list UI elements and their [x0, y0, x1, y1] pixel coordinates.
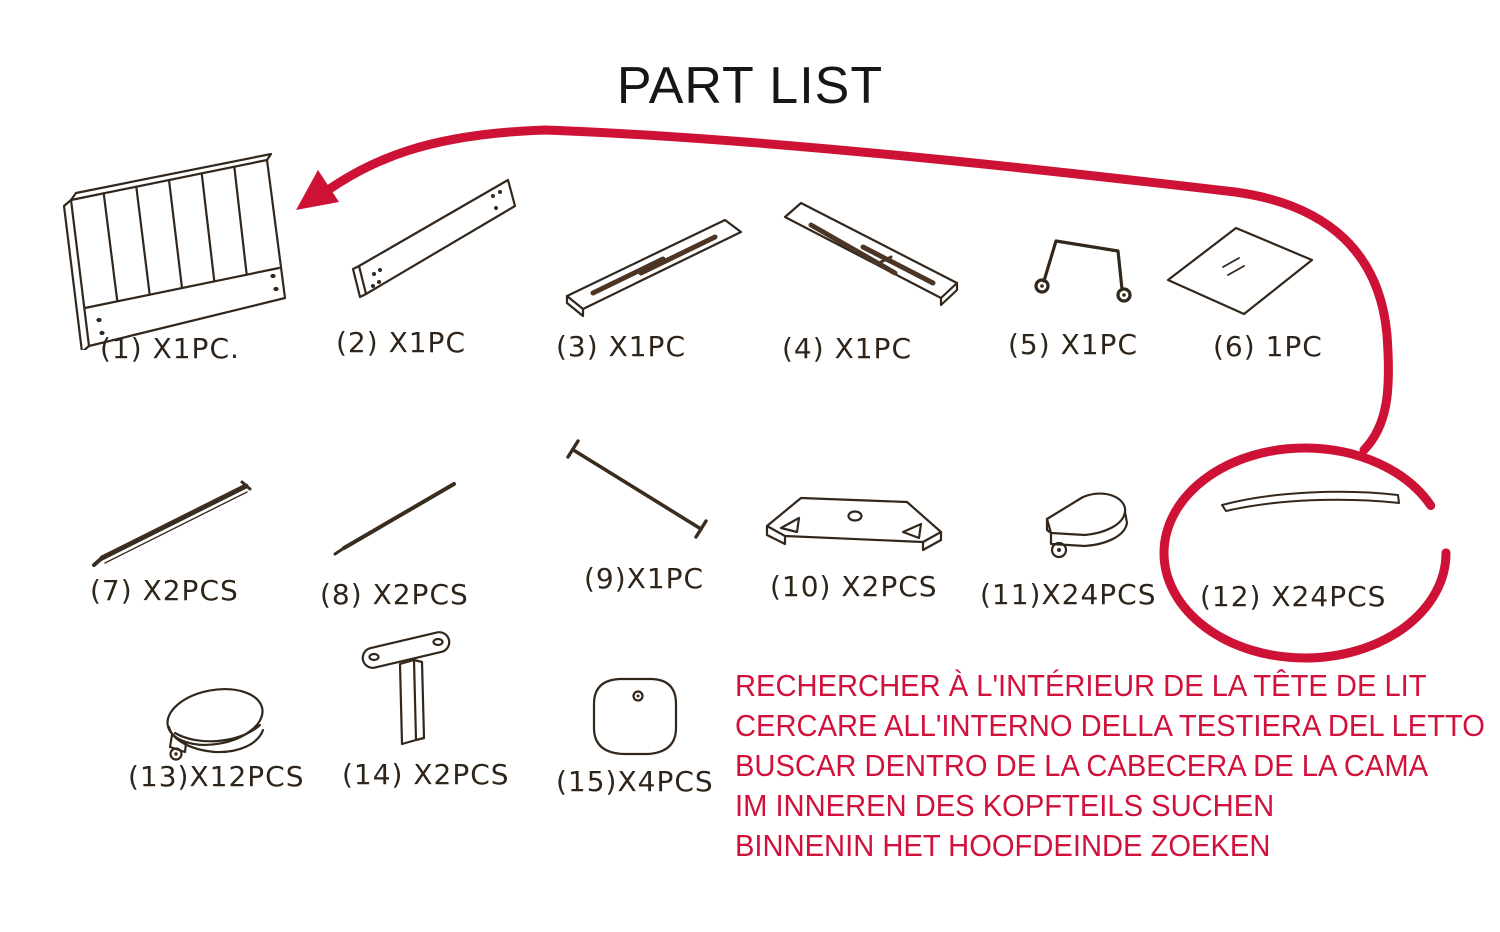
- part-5-label: (5) X1PC: [1008, 328, 1138, 361]
- part-12-slat-illustration: [1215, 478, 1405, 520]
- part-5: [1008, 225, 1150, 361]
- part-11-label: (11)X24PCS: [980, 578, 1157, 611]
- part-10-label: (10) X2PCS: [770, 570, 938, 603]
- part-8-label: (8) X2PCS: [320, 578, 469, 611]
- note-line-fr: RECHERCHER À L'INTÉRIEUR DE LA TÊTE DE LIT: [735, 668, 1427, 703]
- part-4: [775, 195, 965, 365]
- part-11-wedge-illustration: [1035, 485, 1140, 570]
- part-4-label: (4) X1PC: [782, 332, 912, 365]
- part-14: [342, 630, 510, 791]
- note-line-nl: BINNENIN HET HOOFDEINDE ZOEKEN: [735, 828, 1271, 863]
- page-title: PART LIST: [616, 57, 884, 115]
- part-1-headboard-illustration: [55, 150, 300, 350]
- part-1: [55, 150, 300, 365]
- part-6: [1160, 220, 1323, 363]
- note-line-es: BUSCAR DENTRO DE LA CABECERA DE LA CAMA: [735, 748, 1429, 783]
- part-2: [336, 170, 525, 359]
- part-9-label: (9)X1PC: [584, 562, 705, 595]
- part-1-label: (1) X1PC.: [100, 332, 240, 365]
- part-10: [755, 480, 945, 603]
- part-15-cylinder-illustration: [580, 670, 690, 765]
- part-11: [980, 485, 1157, 611]
- part-7-label: (7) X2PCS: [90, 574, 239, 607]
- part-13: [128, 675, 305, 793]
- part-9: [555, 435, 720, 595]
- part-7-bar-illustration: [90, 470, 260, 570]
- part-3-label: (3) X1PC: [556, 330, 686, 363]
- part-8: [320, 470, 469, 611]
- part-5-bracket-illustration: [1030, 225, 1150, 320]
- part-4-rail-illustration: [775, 195, 965, 320]
- note-line-it: CERCARE ALL'INTERNO DELLA TESTIERA DEL LETTO: [735, 708, 1485, 743]
- part-2-label: (2) X1PC: [336, 326, 466, 359]
- part-6-label: (6) 1PC: [1213, 330, 1323, 363]
- part-8-bar-illustration: [330, 470, 465, 560]
- part-15: [556, 670, 714, 798]
- part-3: [555, 210, 750, 363]
- part-10-bracket-illustration: [755, 480, 945, 560]
- note-line-de: IM INNEREN DES KOPFTEILS SUCHEN: [735, 788, 1275, 823]
- part-6-sheet-illustration: [1160, 220, 1320, 320]
- part-3-rail-illustration: [555, 210, 750, 325]
- red-arrow-head: [296, 170, 339, 210]
- part-13-label: (13)X12PCS: [128, 760, 305, 793]
- part-14-label: (14) X2PCS: [342, 758, 510, 791]
- part-9-rod-illustration: [555, 435, 720, 545]
- part-15-label: (15)X4PCS: [556, 765, 714, 798]
- part-12-label: (12) X24PCS: [1200, 580, 1387, 613]
- part-2-panel-illustration: [345, 170, 525, 310]
- part-14-leg-illustration: [350, 630, 470, 755]
- part-13-disc-illustration: [155, 675, 275, 765]
- part-7: [90, 470, 260, 607]
- part-12: [1200, 478, 1405, 613]
- headboard-note: [735, 666, 1485, 866]
